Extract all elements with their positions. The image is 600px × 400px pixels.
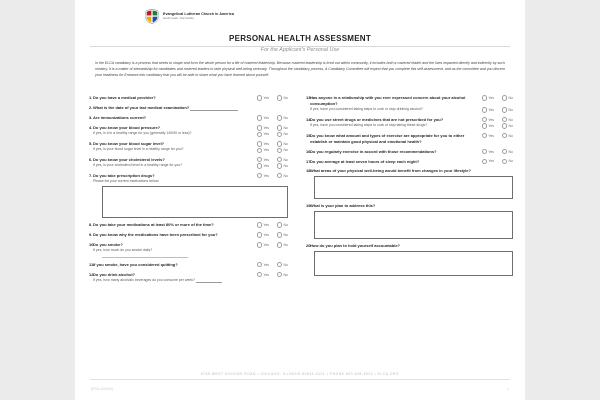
no-radio-option[interactable] bbox=[277, 125, 288, 130]
question-subtext: If yes, how much do you smoke daily? bbox=[93, 247, 153, 252]
radio-label: Yes bbox=[263, 272, 270, 277]
radio-circle-icon[interactable] bbox=[277, 125, 282, 130]
write-in-blank[interactable] bbox=[196, 279, 222, 283]
radio-label: No bbox=[283, 148, 288, 153]
radio-circle-icon[interactable] bbox=[502, 159, 507, 164]
question-row bbox=[297, 133, 513, 145]
question-subtext: Please list your current medications below. bbox=[93, 178, 160, 183]
radio-label: No bbox=[283, 233, 288, 238]
question-text: Do you regularly exercise in accord with those recommendations? bbox=[310, 148, 437, 154]
yes-no-radio-group bbox=[482, 133, 513, 139]
radio-circle-icon[interactable] bbox=[482, 123, 487, 128]
yes-radio-option[interactable] bbox=[257, 262, 269, 267]
question-number: 6. bbox=[89, 156, 93, 162]
elca-shield-cross-icon bbox=[145, 9, 159, 24]
footer-divider bbox=[90, 379, 510, 380]
question-row bbox=[80, 115, 288, 121]
question-text: Do you know what amount and types of exercise are appropriate for you to either establish or maintain good physical and emotional health? bbox=[310, 132, 465, 144]
radio-label: No bbox=[283, 243, 288, 248]
no-radio-option[interactable] bbox=[277, 141, 288, 146]
radio-label: No bbox=[283, 173, 288, 178]
radio-label: Yes bbox=[263, 173, 270, 178]
footer-address: 8765 WEST HIGGINS ROAD • CHICAGO, ILLINOIS 60631-4101 • PHONE 800-638-3522 • ELCA.ORG bbox=[200, 372, 400, 376]
yes-no-radio-group bbox=[257, 131, 288, 137]
question-text: Do you smoke? bbox=[93, 242, 123, 248]
radio-circle-icon[interactable] bbox=[277, 272, 282, 277]
question-subtext: If yes, have you considered taking steps to curb or stop taking these drugs? bbox=[310, 122, 428, 127]
question-body bbox=[93, 222, 288, 228]
radio-circle-icon[interactable] bbox=[277, 141, 282, 146]
question-row bbox=[80, 222, 288, 228]
question-main-line bbox=[310, 168, 513, 174]
no-radio-option[interactable] bbox=[277, 173, 288, 178]
question-subtext: If yes, is it in a healthy range for you (generally 140/90 or less)? bbox=[93, 130, 192, 135]
no-radio-option[interactable] bbox=[502, 117, 513, 122]
question-row bbox=[80, 105, 288, 111]
question-number: 5. bbox=[89, 140, 93, 146]
yes-radio-option[interactable] bbox=[257, 222, 269, 227]
question-row bbox=[80, 232, 288, 238]
no-radio-option[interactable] bbox=[502, 149, 513, 154]
radio-circle-icon[interactable] bbox=[277, 163, 282, 168]
question-subtext: If yes, is your cholesterol level in a healthy range for you? bbox=[93, 162, 183, 167]
radio-label: No bbox=[283, 272, 288, 277]
yes-no-radio-group bbox=[257, 272, 288, 278]
radio-label: Yes bbox=[263, 141, 270, 146]
question-number: 10. bbox=[89, 242, 95, 248]
question-main-line bbox=[93, 262, 288, 268]
question-sub-line bbox=[93, 179, 288, 184]
question-item bbox=[80, 105, 288, 111]
question-number: 2. bbox=[89, 104, 93, 110]
question-sub-line bbox=[310, 123, 513, 129]
question-row bbox=[297, 149, 513, 155]
question-item bbox=[80, 115, 288, 121]
radio-label: No bbox=[508, 117, 513, 122]
question-text: Do you take prescription drugs? bbox=[93, 172, 155, 178]
question-item bbox=[80, 262, 288, 268]
question-number: 20. bbox=[306, 243, 312, 249]
question-text: Do you know your blood sugar level? bbox=[93, 140, 165, 146]
radio-label: Yes bbox=[488, 159, 495, 164]
question-item bbox=[297, 95, 513, 113]
radio-circle-icon[interactable] bbox=[502, 149, 507, 154]
radio-circle-icon[interactable] bbox=[257, 148, 262, 153]
radio-label: Yes bbox=[263, 115, 270, 120]
question-row bbox=[80, 141, 288, 153]
no-radio-option[interactable] bbox=[502, 133, 513, 138]
question-number: 9. bbox=[89, 232, 93, 238]
question-body bbox=[93, 115, 288, 121]
yes-radio-option[interactable] bbox=[257, 132, 269, 137]
radio-circle-icon[interactable] bbox=[502, 123, 507, 128]
yes-no-radio-group bbox=[257, 147, 288, 153]
question-sub-line bbox=[310, 107, 513, 113]
radio-circle-icon[interactable] bbox=[277, 222, 282, 227]
yes-no-radio-group bbox=[257, 222, 288, 228]
radio-label: No bbox=[283, 115, 288, 120]
no-radio-option[interactable] bbox=[277, 132, 288, 137]
question-number: 8. bbox=[89, 222, 93, 228]
question-row bbox=[297, 203, 513, 209]
question-number: 12. bbox=[89, 271, 95, 277]
question-body bbox=[93, 272, 288, 283]
radio-circle-icon[interactable] bbox=[277, 232, 282, 237]
question-main-line bbox=[93, 222, 288, 228]
radio-circle-icon[interactable] bbox=[257, 132, 262, 137]
question-main-line bbox=[310, 203, 513, 209]
question-number: 14. bbox=[306, 116, 312, 122]
radio-label: No bbox=[508, 123, 513, 128]
question-body bbox=[310, 159, 513, 165]
question-sub-line bbox=[93, 163, 288, 169]
question-main-line bbox=[310, 133, 513, 145]
radio-label: Yes bbox=[488, 149, 495, 154]
answer-textbox[interactable] bbox=[314, 211, 513, 239]
question-row bbox=[80, 262, 288, 268]
radio-label: No bbox=[283, 164, 288, 169]
radio-circle-icon[interactable] bbox=[257, 242, 262, 247]
yes-radio-option[interactable] bbox=[257, 272, 269, 277]
question-text: Are immunizations current? bbox=[93, 114, 147, 120]
radio-label: No bbox=[283, 223, 288, 228]
answer-textbox[interactable] bbox=[314, 251, 513, 276]
no-radio-option[interactable] bbox=[502, 123, 513, 128]
no-radio-option[interactable] bbox=[277, 272, 288, 277]
question-item bbox=[80, 232, 288, 238]
yes-radio-option[interactable] bbox=[257, 157, 269, 162]
radio-circle-icon[interactable] bbox=[257, 141, 262, 146]
question-body bbox=[93, 105, 288, 111]
question-body bbox=[93, 125, 288, 137]
yes-radio-option[interactable] bbox=[482, 149, 494, 154]
radio-label: No bbox=[283, 157, 288, 162]
radio-label: Yes bbox=[488, 107, 495, 112]
question-sub-line bbox=[93, 131, 288, 137]
radio-label: Yes bbox=[263, 125, 270, 130]
radio-circle-icon[interactable] bbox=[257, 157, 262, 162]
radio-label: Yes bbox=[263, 148, 270, 153]
radio-label: No bbox=[508, 159, 513, 164]
org-name: Evangelical Lutheran Church in America bbox=[163, 12, 234, 17]
question-body bbox=[310, 117, 513, 129]
yes-radio-option[interactable] bbox=[257, 148, 269, 153]
radio-label: Yes bbox=[488, 133, 495, 138]
yes-no-radio-group bbox=[257, 115, 288, 121]
yes-radio-option[interactable] bbox=[482, 107, 494, 112]
yes-radio-option[interactable] bbox=[257, 95, 269, 100]
yes-no-radio-group bbox=[482, 149, 513, 155]
yes-radio-option[interactable] bbox=[482, 159, 494, 164]
question-number: 17. bbox=[306, 158, 312, 164]
yes-no-radio-group bbox=[257, 262, 288, 268]
radio-circle-icon[interactable] bbox=[257, 173, 262, 178]
radio-circle-icon[interactable] bbox=[257, 222, 262, 227]
question-item bbox=[80, 95, 288, 101]
question-row bbox=[297, 95, 513, 113]
yes-no-radio-group bbox=[482, 159, 513, 165]
radio-circle-icon[interactable] bbox=[257, 115, 262, 120]
question-subtext: If yes, how many alcoholic beverages do you consume per week? bbox=[93, 278, 288, 283]
question-row bbox=[297, 243, 513, 249]
radio-circle-icon[interactable] bbox=[482, 95, 487, 100]
question-row bbox=[80, 173, 288, 184]
no-radio-option[interactable] bbox=[277, 95, 288, 100]
radio-circle-icon[interactable] bbox=[502, 107, 507, 112]
radio-circle-icon[interactable] bbox=[277, 157, 282, 162]
question-body bbox=[310, 149, 513, 155]
question-text: Do you use street drugs or medicines that are not prescribed for you? bbox=[310, 116, 444, 122]
question-text: Has anyone in a relationship with you ever expressed concern about your alcohol consumption? bbox=[310, 95, 466, 106]
answer-textbox[interactable] bbox=[102, 186, 288, 218]
yes-no-radio-group bbox=[482, 117, 513, 123]
question-text: What areas of your physical well-being would benefit from changes in your lifestyle? bbox=[310, 168, 471, 174]
question-item bbox=[80, 157, 288, 169]
radio-circle-icon[interactable] bbox=[257, 95, 262, 100]
question-main-line bbox=[310, 95, 513, 107]
question-main-line bbox=[310, 243, 513, 249]
no-radio-option[interactable] bbox=[277, 262, 288, 267]
org-tagline: God's work. Our hands. bbox=[163, 16, 195, 21]
question-text: Do you know why the medications have been prescribed for you? bbox=[93, 232, 218, 238]
question-body bbox=[93, 157, 288, 169]
yes-radio-option[interactable] bbox=[257, 242, 269, 247]
radio-label: No bbox=[508, 149, 513, 154]
question-row bbox=[80, 242, 288, 253]
question-item bbox=[80, 173, 288, 218]
question-subtext: If yes, is your blood sugar level in a healthy range for you? bbox=[93, 146, 184, 151]
yes-no-radio-group bbox=[257, 163, 288, 169]
question-item bbox=[297, 117, 513, 129]
question-sub-line bbox=[93, 248, 288, 253]
radio-circle-icon[interactable] bbox=[502, 133, 507, 138]
question-main-line bbox=[310, 159, 513, 165]
radio-label: Yes bbox=[263, 132, 270, 137]
radio-label: No bbox=[508, 133, 513, 138]
yes-radio-option[interactable] bbox=[257, 163, 269, 168]
radio-circle-icon[interactable] bbox=[277, 173, 282, 178]
radio-circle-icon[interactable] bbox=[277, 148, 282, 153]
radio-circle-icon[interactable] bbox=[257, 272, 262, 277]
question-item bbox=[80, 272, 288, 283]
question-row bbox=[80, 157, 288, 169]
yes-radio-option[interactable] bbox=[482, 95, 494, 100]
radio-label: No bbox=[283, 125, 288, 130]
yes-radio-option[interactable] bbox=[257, 173, 269, 178]
radio-label: Yes bbox=[263, 223, 270, 228]
yes-radio-option[interactable] bbox=[257, 115, 269, 120]
radio-label: No bbox=[283, 132, 288, 137]
radio-label: No bbox=[508, 95, 513, 100]
question-subtext: If yes, have you considered taking steps to curb or stop drinking alcohol? bbox=[310, 106, 423, 111]
no-radio-option[interactable] bbox=[502, 95, 513, 100]
question-main-line bbox=[93, 115, 288, 121]
document-page bbox=[75, 0, 525, 400]
question-body bbox=[310, 243, 513, 249]
question-main-line bbox=[93, 95, 288, 101]
radio-label: Yes bbox=[263, 262, 270, 267]
question-text: What is your plan to address this? bbox=[310, 203, 376, 209]
question-text: Do you average at least seven hours of sleep each night? bbox=[310, 158, 420, 164]
radio-circle-icon[interactable] bbox=[502, 117, 507, 122]
radio-label: Yes bbox=[488, 123, 495, 128]
radio-label: No bbox=[283, 95, 288, 100]
question-sub-line bbox=[93, 147, 288, 153]
radio-label: Yes bbox=[263, 233, 270, 238]
radio-circle-icon[interactable] bbox=[482, 159, 487, 164]
yes-no-radio-group bbox=[257, 141, 288, 147]
question-body bbox=[93, 232, 288, 238]
question-body bbox=[93, 173, 288, 184]
question-item bbox=[80, 141, 288, 153]
no-radio-option[interactable] bbox=[277, 232, 288, 237]
section-divider bbox=[102, 257, 188, 258]
question-row bbox=[297, 159, 513, 165]
question-row bbox=[80, 95, 288, 101]
radio-circle-icon[interactable] bbox=[482, 117, 487, 122]
yes-no-radio-group bbox=[257, 173, 288, 179]
question-text: What is the date of your last medical examination? bbox=[93, 105, 288, 111]
yes-no-radio-group bbox=[257, 157, 288, 163]
radio-circle-icon[interactable] bbox=[482, 107, 487, 112]
question-body bbox=[93, 95, 288, 101]
question-sub-line bbox=[93, 278, 288, 283]
question-text: Do you drink alcohol? bbox=[93, 271, 136, 277]
page-title: PERSONAL HEALTH ASSESSMENT bbox=[229, 34, 371, 43]
question-body bbox=[93, 141, 288, 153]
radio-label: No bbox=[508, 107, 513, 112]
question-main-line bbox=[93, 232, 288, 238]
question-item bbox=[297, 168, 513, 199]
radio-circle-icon[interactable] bbox=[277, 115, 282, 120]
question-number: 11. bbox=[89, 261, 95, 267]
page-subtitle: For the Applicant's Personal Use bbox=[260, 47, 340, 53]
question-row bbox=[297, 117, 513, 129]
question-text: Do you have a medical provider? bbox=[93, 95, 156, 100]
question-body bbox=[310, 203, 513, 209]
radio-circle-icon[interactable] bbox=[277, 132, 282, 137]
yes-no-radio-group bbox=[257, 95, 288, 101]
question-number: 4. bbox=[89, 124, 93, 130]
question-row bbox=[80, 272, 288, 283]
yes-no-radio-group bbox=[482, 123, 513, 129]
question-item bbox=[297, 243, 513, 276]
yes-radio-option[interactable] bbox=[482, 117, 494, 122]
radio-label: Yes bbox=[263, 243, 270, 248]
yes-no-radio-group bbox=[257, 125, 288, 131]
intro-paragraph: In the ELCA candidacy is a process that seeks to shape and form the whole person for a life of rostered leadership. Because rostered leadership is lived out within community, it includes both a rostered leader and the lives impacted directly and indirectly by such ministry. It is a matter of stewardship for candidates and rostered leaders to take physical well-being seriously. Throughout the candidacy process, A Candidacy Committee will expect that you complete this self-assessment, and as the committee and you discern your readiness for Entrance into candidacy that you will be able to share what you have learned about yourself. bbox=[95, 61, 505, 78]
question-main-line bbox=[93, 105, 288, 111]
footer-page-number: 1 bbox=[507, 387, 509, 391]
elca-logo-lockup bbox=[145, 9, 234, 24]
question-body bbox=[310, 95, 513, 113]
question-item bbox=[297, 133, 513, 145]
no-radio-option[interactable] bbox=[277, 222, 288, 227]
question-text: Do you know your blood pressure? bbox=[93, 124, 161, 130]
question-body bbox=[310, 168, 513, 174]
question-item bbox=[80, 222, 288, 228]
yes-no-radio-group bbox=[257, 242, 288, 248]
radio-label: Yes bbox=[488, 95, 495, 100]
question-number: 18. bbox=[306, 168, 312, 174]
radio-circle-icon[interactable] bbox=[277, 242, 282, 247]
no-radio-option[interactable] bbox=[277, 157, 288, 162]
yes-no-radio-group bbox=[482, 107, 513, 113]
radio-label: No bbox=[283, 262, 288, 267]
radio-circle-icon[interactable] bbox=[257, 163, 262, 168]
yes-radio-option[interactable] bbox=[257, 232, 269, 237]
radio-label: No bbox=[283, 141, 288, 146]
question-text: If you smoke, have you considered quitting? bbox=[93, 261, 178, 267]
radio-label: Yes bbox=[263, 164, 270, 169]
radio-circle-icon[interactable] bbox=[277, 95, 282, 100]
question-number: 13. bbox=[306, 95, 312, 100]
no-radio-option[interactable] bbox=[277, 242, 288, 247]
radio-circle-icon[interactable] bbox=[502, 95, 507, 100]
question-number: 1. bbox=[89, 95, 93, 100]
question-body bbox=[93, 242, 288, 253]
questions-column-right bbox=[297, 95, 513, 280]
yes-radio-option[interactable] bbox=[482, 123, 494, 128]
radio-circle-icon[interactable] bbox=[257, 125, 262, 130]
radio-label: Yes bbox=[263, 157, 270, 162]
question-main-line bbox=[310, 149, 513, 155]
question-number: 16. bbox=[306, 148, 312, 154]
radio-circle-icon[interactable] bbox=[257, 232, 262, 237]
question-row bbox=[297, 168, 513, 174]
radio-circle-icon[interactable] bbox=[277, 262, 282, 267]
write-in-blank[interactable] bbox=[190, 106, 238, 111]
radio-label: Yes bbox=[488, 117, 495, 122]
question-body bbox=[310, 133, 513, 145]
question-item bbox=[297, 149, 513, 155]
question-text: Do you take your medications at least 80% or more of the time? bbox=[93, 222, 214, 228]
no-radio-option[interactable] bbox=[277, 163, 288, 168]
footer-form-code: [PSA 10/4/16] bbox=[91, 387, 114, 391]
question-item bbox=[297, 159, 513, 165]
yes-radio-option[interactable] bbox=[257, 125, 269, 130]
no-radio-option[interactable] bbox=[502, 107, 513, 112]
question-text: Do you know your cholesterol levels? bbox=[93, 156, 165, 162]
question-item bbox=[80, 242, 288, 258]
no-radio-option[interactable] bbox=[277, 115, 288, 120]
no-radio-option[interactable] bbox=[277, 148, 288, 153]
yes-radio-option[interactable] bbox=[482, 133, 494, 138]
no-radio-option[interactable] bbox=[502, 159, 513, 164]
yes-no-radio-group bbox=[482, 95, 513, 101]
question-item bbox=[80, 125, 288, 137]
radio-circle-icon[interactable] bbox=[482, 149, 487, 154]
question-number: 15. bbox=[306, 132, 312, 138]
yes-no-radio-group bbox=[257, 232, 288, 238]
questions-column-left bbox=[80, 95, 288, 287]
question-number: 7. bbox=[89, 172, 93, 178]
question-number: 19. bbox=[306, 203, 312, 209]
question-item bbox=[297, 203, 513, 239]
yes-radio-option[interactable] bbox=[257, 141, 269, 146]
radio-label: Yes bbox=[263, 95, 270, 100]
answer-textbox[interactable] bbox=[314, 176, 513, 199]
radio-circle-icon[interactable] bbox=[482, 133, 487, 138]
question-body bbox=[93, 262, 288, 268]
question-row bbox=[80, 125, 288, 137]
question-number: 3. bbox=[89, 114, 93, 120]
question-text: How do you plan to hold yourself accountable? bbox=[310, 243, 401, 249]
radio-circle-icon[interactable] bbox=[257, 262, 262, 267]
